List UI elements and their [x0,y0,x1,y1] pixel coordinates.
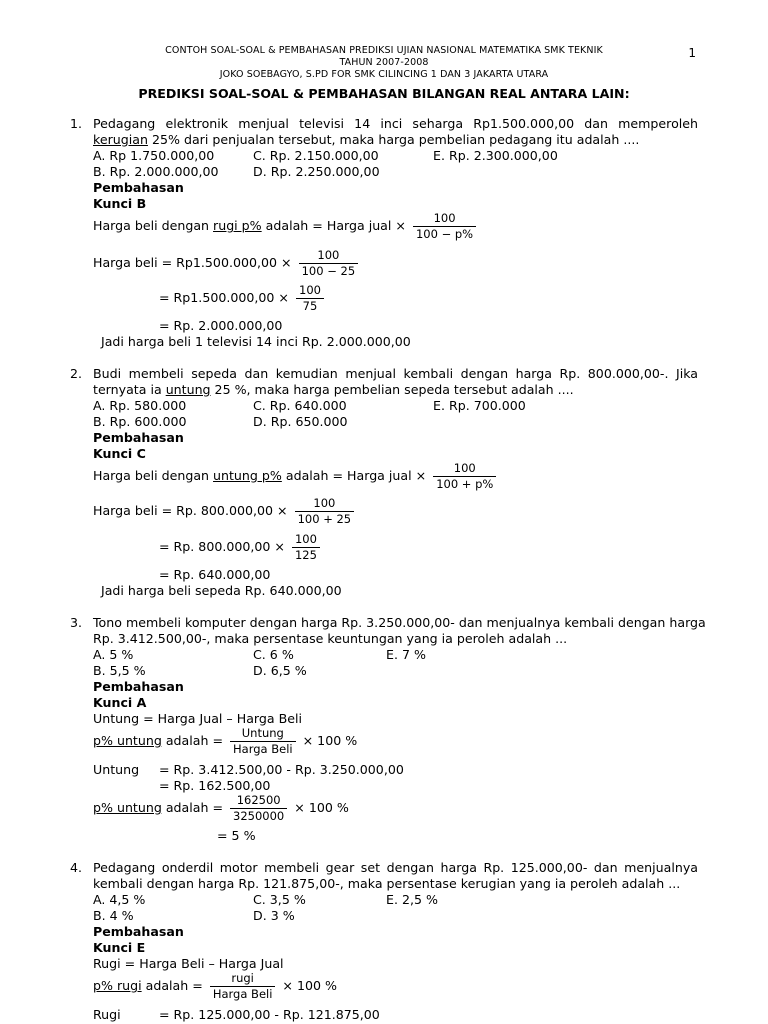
q3-number: 3. [70,615,83,630]
q1-underlined-word: kerugian [93,132,148,147]
q3-calc-formula [93,793,349,824]
q1-step-1-text: Harga beli = Rp1.500.000,00 × [93,255,292,270]
q4-option-e: E. 2,5 % [386,892,438,907]
q1-option-b: B. Rp. 2.000.000,00 [93,164,219,179]
q3-option-a: A. 5 % [93,647,134,662]
q3-calc-equals: adalah = [161,800,224,815]
q4-percent-label: p% rugi [93,978,142,993]
q1-number: 1. [70,116,83,131]
q3-text-line-2: Rp. 3.412.500,00-, maka persentase keuntungan yang ia peroleh adalah ... [93,631,568,646]
header-line-2: TAHUN 2007-2008 [339,57,429,68]
q2-text-line-1: Budi membeli sepeda dan kemudian menjual kembali dengan harga Rp. 800.000,00-. Jika [93,366,698,381]
q2-text-line-2 [93,382,574,398]
q1-step-3: = Rp. 2.000.000,00 [159,318,283,333]
q2-rule-suffix: adalah = Harga jual × [281,468,427,483]
q1-option-d: D. Rp. 2.250.000,00 [253,164,380,179]
q2-number: 2. [70,366,83,381]
q1-rule-denominator: 100 − p% [415,227,474,241]
q2-text-line-2-prefix: ternyata ia [93,382,166,397]
q3-untung-step-2: = Rp. 162.500,00 [159,778,271,793]
q4-text-line-1: Pedagang onderdil motor membeli gear set dengan harga Rp. 125.000,00- dan menjualnya [93,860,698,875]
q2-step-2 [159,532,323,563]
q3-untung-label: Untung [93,762,140,777]
q1-option-e: E. Rp. 2.300.000,00 [433,148,558,163]
q1-step-2 [159,283,327,314]
q1-rule-formula [93,211,479,242]
q4-option-a: A. 4,5 % [93,892,146,907]
q4-option-c: C. 3,5 % [253,892,306,907]
q3-pembahasan-label: Pembahasan [93,679,184,694]
q1-text-line-2-rest: 25% dari penjualan tersebut, maka harga pembelian pedagang itu adalah .... [147,132,640,147]
q4-percent-fraction [210,971,276,1002]
q1-rule-fraction [413,211,476,242]
q1-rule-numerator: 100 [413,211,476,227]
q1-text-line-1: Pedagang elektronik menjual televisi 14 inci seharga Rp1.500.000,00 dan memperoleh [93,116,698,131]
q2-step-2-denominator: 125 [294,548,317,562]
q2-step-3: = Rp. 640.000,00 [159,567,271,582]
q3-percent-equals: adalah = [161,733,224,748]
q4-number: 4. [70,860,83,875]
q4-rugi-label: Rugi [93,1007,121,1022]
q4-definition: Rugi = Harga Beli – Harga Jual [93,956,284,971]
q2-step-1-denominator: 100 + 25 [297,512,352,526]
q2-step-2-numerator: 100 [292,532,320,548]
page-number: 1 [688,46,696,60]
q2-step-1 [93,496,357,527]
q3-calc-label: p% untung [93,800,162,815]
q3-percent-tail: × 100 % [302,733,358,748]
q4-option-b: B. 4 % [93,908,134,923]
q1-conclusion: Jadi harga beli 1 televisi 14 inci Rp. 2.000.000,00 [101,334,411,349]
header-line-1: CONTOH SOAL-SOAL & PEMBAHASAN PREDIKSI UJIAN NASIONAL MATEMATIKA SMK TEKNIK [165,45,603,56]
q4-rugi-step-1: = Rp. 125.000,00 - Rp. 121.875,00 [159,1007,380,1022]
q2-rule-underlined: untung p% [213,468,282,483]
q1-pembahasan-label: Pembahasan [93,180,184,195]
q1-step-1-numerator: 100 [299,248,359,264]
header-line-3: JOKO SOEBAGYO, S.PD FOR SMK CILINCING 1 DAN 3 JAKARTA UTARA [219,69,549,80]
q2-step-2-fraction [292,532,320,563]
q1-answer-key: Kunci B [93,196,147,211]
q3-option-b: B. 5,5 % [93,663,146,678]
q1-step-2-denominator: 75 [302,299,318,313]
q4-percent-numerator: rugi [210,971,276,987]
q1-step-2-text: = Rp1.500.000,00 × [159,290,289,305]
q1-option-a: A. Rp 1.750.000,00 [93,148,215,163]
q1-step-2-numerator: 100 [296,283,324,299]
q1-rule-suffix: adalah = Harga jual × [261,218,406,233]
q4-option-d: D. 3 % [253,908,295,923]
page-title: PREDIKSI SOAL-SOAL & PEMBAHASAN BILANGAN REAL ANTARA LAIN: [138,86,630,101]
q1-rule-underlined: rugi p% [213,218,262,233]
q3-percent-formula [93,726,357,757]
q2-answer-key: Kunci C [93,446,146,461]
q4-percent-equals: adalah = [141,978,203,993]
q2-option-b: B. Rp. 600.000 [93,414,187,429]
q1-option-c: C. Rp. 2.150.000,00 [253,148,379,163]
q1-step-1-fraction [299,248,359,279]
q1-rule-prefix: Harga beli dengan [93,218,214,233]
q2-rule-prefix: Harga beli dengan [93,468,214,483]
q3-untung-step-1: = Rp. 3.412.500,00 - Rp. 3.250.000,00 [159,762,404,777]
q2-rule-denominator: 100 + p% [436,477,494,491]
q3-calc-fraction [230,793,287,824]
q4-percent-denominator: Harga Beli [212,987,273,1001]
q3-calc-denominator: 3250000 [233,809,285,823]
q3-option-c: C. 6 % [253,647,294,662]
q3-percent-fraction [230,726,296,757]
q2-option-c: C. Rp. 640.000 [253,398,347,413]
q3-option-d: D. 6,5 % [253,663,307,678]
q3-percent-numerator: Untung [230,726,296,742]
q2-rule-numerator: 100 [433,461,496,477]
q2-rule-formula [93,461,499,492]
q3-text-line-1: Tono membeli komputer dengan harga Rp. 3.250.000,00- dan menjualnya kembali dengan harga [93,615,706,630]
q1-step-2-fraction [296,283,324,314]
q2-option-e: E. Rp. 700.000 [433,398,526,413]
q2-underlined-word: untung [165,382,211,397]
q3-percent-label: p% untung [93,733,162,748]
q2-rule-fraction [433,461,496,492]
q1-step-1 [93,248,361,279]
q3-answer-key: Kunci A [93,695,147,710]
q3-calc-tail: × 100 % [294,800,349,815]
q2-step-2-text: = Rp. 800.000,00 × [159,539,285,554]
q2-option-d: D. Rp. 650.000 [253,414,348,429]
q1-step-1-denominator: 100 − 25 [301,264,356,278]
q3-calc-numerator: 162500 [230,793,287,809]
q3-result: = 5 % [217,828,256,843]
q3-definition: Untung = Harga Jual – Harga Beli [93,711,302,726]
q2-conclusion: Jadi harga beli sepeda Rp. 640.000,00 [101,583,342,598]
q4-percent-tail: × 100 % [282,978,337,993]
q2-option-a: A. Rp. 580.000 [93,398,187,413]
q4-percent-formula [93,971,337,1002]
q2-text-line-2-rest: 25 %, maka harga pembelian sepeda tersebut adalah .... [210,382,574,397]
q3-percent-denominator: Harga Beli [233,742,293,756]
q2-step-1-numerator: 100 [295,496,355,512]
q4-pembahasan-label: Pembahasan [93,924,184,939]
q2-step-1-fraction [295,496,355,527]
q2-pembahasan-label: Pembahasan [93,430,184,445]
q4-text-line-2: kembali dengan harga Rp. 121.875,00-, maka persentase kerugian yang ia peroleh adalah ... [93,876,681,891]
q2-step-1-text: Harga beli = Rp. 800.000,00 × [93,503,288,518]
q3-option-e: E. 7 % [386,647,426,662]
q4-answer-key: Kunci E [93,940,146,955]
q1-text-line-2 [93,132,639,148]
